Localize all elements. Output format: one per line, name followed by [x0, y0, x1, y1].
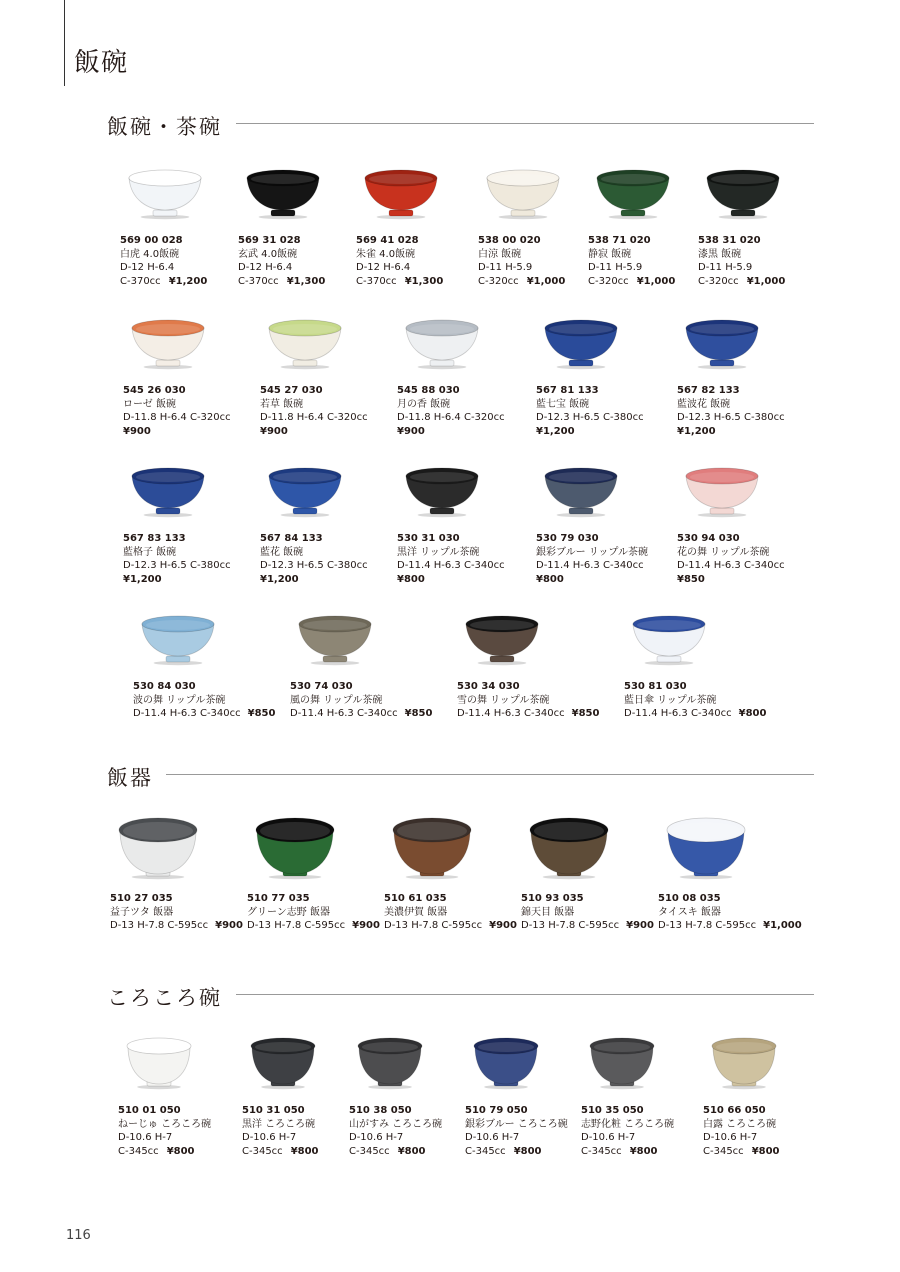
product-capacity: C-320cc	[478, 275, 519, 287]
product-item	[521, 808, 656, 932]
product-price: ¥1,000	[526, 275, 566, 287]
dims-price-line	[521, 919, 654, 933]
capacity-price-line	[242, 1145, 319, 1159]
product-name: 藍花 飯碗	[260, 546, 304, 558]
product-code: 569 00 028	[120, 235, 183, 246]
bowl-photo	[683, 458, 761, 518]
product-name: 花の舞 リップル茶碗	[677, 546, 770, 558]
product-code: 530 34 030	[457, 681, 520, 692]
product-info	[581, 1104, 674, 1158]
capacity-price-line	[120, 275, 207, 289]
capacity-price-line	[465, 1145, 568, 1159]
product-price: ¥850	[677, 573, 705, 585]
dims-price-line	[384, 919, 517, 933]
bowl-photo	[116, 808, 200, 880]
bowl-photo	[403, 310, 481, 370]
bowl-photo	[139, 606, 217, 666]
product-capacity: C-370cc	[356, 275, 397, 287]
product-code: 530 79 030	[536, 533, 599, 544]
bowl-photo	[124, 1028, 194, 1090]
product-info	[242, 1104, 319, 1158]
product-dimensions: D-12 H-6.4	[238, 262, 293, 274]
product-dimensions: D-11.8 H-6.4 C-320cc	[123, 412, 231, 424]
product-info	[290, 680, 432, 721]
product-info	[478, 234, 565, 288]
product-info	[260, 532, 368, 586]
product-code: 510 61 035	[384, 893, 447, 904]
product-name: 白虎 4.0飯碗	[120, 248, 180, 260]
product-price: ¥800	[738, 708, 767, 720]
product-info	[658, 892, 802, 933]
product-dimensions: D-13 H-7.8 C-595cc	[521, 920, 620, 932]
section-title-rice-vessels: 飯器	[107, 766, 153, 790]
dims-price-line	[658, 919, 802, 933]
product-item	[247, 808, 382, 932]
product-capacity: C-320cc	[698, 275, 739, 287]
product-price: ¥1,300	[404, 275, 444, 287]
product-code: 510 27 035	[110, 893, 173, 904]
product-dimensions: D-12 H-6.4	[120, 262, 175, 274]
product-price: ¥800	[290, 1145, 319, 1157]
product-name: 白涼 飯碗	[478, 248, 522, 260]
bowl-photo	[704, 160, 782, 220]
product-dimensions: D-10.6 H-7	[118, 1132, 173, 1144]
product-code: 510 93 035	[521, 893, 584, 904]
dims-price-line	[457, 707, 599, 721]
bowl-photo	[594, 160, 672, 220]
product-capacity: C-345cc	[349, 1145, 390, 1157]
product-item	[677, 458, 812, 585]
bowl-photo	[471, 1028, 541, 1090]
product-price: ¥900	[397, 425, 425, 437]
product-info	[120, 234, 207, 288]
product-info	[521, 892, 654, 933]
product-capacity: C-345cc	[118, 1145, 159, 1157]
bowl-photo	[253, 808, 337, 880]
product-price: ¥900	[626, 920, 654, 932]
product-price: ¥800	[166, 1145, 195, 1157]
product-info	[457, 680, 599, 721]
product-code: 510 66 050	[703, 1105, 766, 1116]
product-info	[677, 532, 785, 586]
product-code: 510 31 050	[242, 1105, 305, 1116]
product-name: 銀彩ブルー ころころ碗	[465, 1118, 568, 1130]
product-info	[703, 1104, 780, 1158]
product-name: 藍日傘 リップル茶碗	[624, 694, 717, 706]
product-price: ¥1,300	[286, 275, 326, 287]
product-info	[133, 680, 275, 721]
product-price: ¥900	[123, 425, 151, 437]
section-title-rice-bowls: 飯碗・茶碗	[107, 115, 222, 139]
product-price: ¥800	[513, 1145, 542, 1157]
product-price: ¥850	[404, 708, 433, 720]
section-rule	[166, 774, 814, 775]
bowl-photo	[484, 160, 562, 220]
product-name: 朱雀 4.0飯碗	[356, 248, 416, 260]
product-item	[118, 1028, 253, 1157]
product-item	[133, 606, 276, 720]
product-dimensions: D-13 H-7.8 C-595cc	[658, 920, 757, 932]
product-code: 545 26 030	[123, 385, 186, 396]
product-capacity: C-345cc	[242, 1145, 283, 1157]
product-info	[260, 384, 368, 438]
product-price: ¥850	[247, 708, 276, 720]
product-item	[356, 160, 491, 287]
product-info	[247, 892, 380, 933]
bowl-photo	[527, 808, 611, 880]
product-name: 錦天目 飯器	[521, 906, 575, 918]
product-dimensions: D-11.8 H-6.4 C-320cc	[260, 412, 368, 424]
product-info	[123, 384, 231, 438]
product-dimensions: D-11 H-5.9	[588, 262, 643, 274]
product-info	[698, 234, 785, 288]
product-info	[397, 532, 505, 586]
bowl-photo	[129, 310, 207, 370]
product-price: ¥800	[397, 1145, 426, 1157]
product-code: 510 35 050	[581, 1105, 644, 1116]
product-info	[536, 384, 644, 438]
product-info	[110, 892, 243, 933]
product-info	[238, 234, 325, 288]
product-dimensions: D-10.6 H-7	[349, 1132, 404, 1144]
capacity-price-line	[703, 1145, 780, 1159]
product-dimensions: D-12 H-6.4	[356, 262, 411, 274]
product-dimensions: D-12.3 H-6.5 C-380cc	[260, 560, 368, 572]
product-dimensions: D-11.4 H-6.3 C-340cc	[624, 708, 732, 720]
bowl-photo	[129, 458, 207, 518]
bowl-photo	[683, 310, 761, 370]
product-dimensions: D-10.6 H-7	[581, 1132, 636, 1144]
product-code: 530 84 030	[133, 681, 196, 692]
product-dimensions: D-11 H-5.9	[478, 262, 533, 274]
bowl-photo	[390, 808, 474, 880]
bowl-photo	[266, 458, 344, 518]
product-price: ¥800	[751, 1145, 780, 1157]
product-code: 538 71 020	[588, 235, 651, 246]
page-number: 116	[66, 1228, 91, 1243]
product-code: 538 00 020	[478, 235, 541, 246]
product-code: 510 79 050	[465, 1105, 528, 1116]
capacity-price-line	[698, 275, 785, 289]
product-dimensions: D-12.3 H-6.5 C-380cc	[677, 412, 785, 424]
product-price: ¥800	[536, 573, 564, 585]
product-name: 藍格子 飯碗	[123, 546, 177, 558]
product-price: ¥1,200	[260, 573, 299, 585]
product-code: 569 31 028	[238, 235, 301, 246]
product-dimensions: D-11.4 H-6.3 C-340cc	[457, 708, 565, 720]
product-code: 545 88 030	[397, 385, 460, 396]
capacity-price-line	[118, 1145, 211, 1159]
product-name: 白露 ころころ碗	[703, 1118, 777, 1130]
product-dimensions: D-11.4 H-6.3 C-340cc	[677, 560, 785, 572]
product-capacity: C-345cc	[703, 1145, 744, 1157]
bowl-photo	[296, 606, 374, 666]
product-item	[120, 160, 255, 287]
capacity-price-line	[238, 275, 325, 289]
product-name: 風の舞 リップル茶碗	[290, 694, 383, 706]
product-name: 玄武 4.0飯碗	[238, 248, 298, 260]
dims-price-line	[133, 707, 275, 721]
product-code: 567 83 133	[123, 533, 186, 544]
product-code: 530 31 030	[397, 533, 460, 544]
product-info	[397, 384, 505, 438]
product-price: ¥800	[629, 1145, 658, 1157]
product-info	[536, 532, 648, 586]
product-name: 志野化粧 ころころ碗	[581, 1118, 675, 1130]
product-dimensions: D-11.4 H-6.3 C-340cc	[133, 708, 241, 720]
product-item	[698, 160, 833, 287]
product-code: 530 74 030	[290, 681, 353, 692]
product-price: ¥1,200	[677, 425, 716, 437]
bowl-photo	[542, 458, 620, 518]
product-dimensions: D-11.4 H-6.3 C-340cc	[290, 708, 398, 720]
product-item	[384, 808, 519, 932]
bowl-photo	[542, 310, 620, 370]
product-item	[260, 458, 395, 585]
product-item	[290, 606, 433, 720]
product-code: 530 94 030	[677, 533, 740, 544]
product-item	[536, 458, 671, 585]
product-name: ねーじゅ ころころ碗	[118, 1118, 212, 1130]
product-info	[356, 234, 443, 288]
product-dimensions: D-12.3 H-6.5 C-380cc	[123, 560, 231, 572]
product-name: 藍波花 飯碗	[677, 398, 731, 410]
product-code: 567 82 133	[677, 385, 740, 396]
product-item	[397, 458, 532, 585]
product-dimensions: D-13 H-7.8 C-595cc	[384, 920, 483, 932]
product-price: ¥900	[215, 920, 243, 932]
dims-price-line	[247, 919, 380, 933]
product-name: 黒洋 リップル茶碗	[397, 546, 480, 558]
bowl-photo	[709, 1028, 779, 1090]
product-dimensions: D-10.6 H-7	[703, 1132, 758, 1144]
product-code: 538 31 020	[698, 235, 761, 246]
bowl-photo	[362, 160, 440, 220]
product-price: ¥1,000	[763, 920, 802, 932]
product-item	[110, 808, 245, 932]
product-item	[658, 808, 802, 932]
product-dimensions: D-13 H-7.8 C-595cc	[110, 920, 209, 932]
product-dimensions: D-10.6 H-7	[465, 1132, 520, 1144]
product-item	[260, 310, 395, 437]
product-price: ¥1,000	[746, 275, 786, 287]
product-code: 510 01 050	[118, 1105, 181, 1116]
capacity-price-line	[581, 1145, 674, 1159]
bowl-photo	[463, 606, 541, 666]
product-name: 山がすみ ころころ碗	[349, 1118, 443, 1130]
product-price: ¥1,200	[123, 573, 162, 585]
section-rule	[236, 123, 814, 124]
product-code: 530 81 030	[624, 681, 687, 692]
product-price: ¥1,200	[536, 425, 575, 437]
product-capacity: C-320cc	[588, 275, 629, 287]
product-price: ¥900	[352, 920, 380, 932]
product-code: 569 41 028	[356, 235, 419, 246]
bowl-photo	[266, 310, 344, 370]
dims-price-line	[110, 919, 243, 933]
product-item	[349, 1028, 484, 1157]
capacity-price-line	[588, 275, 675, 289]
capacity-price-line	[349, 1145, 442, 1159]
product-dimensions: D-10.6 H-7	[242, 1132, 297, 1144]
capacity-price-line	[356, 275, 443, 289]
product-name: 静寂 飯碗	[588, 248, 632, 260]
product-capacity: C-370cc	[120, 275, 161, 287]
product-info	[118, 1104, 211, 1158]
product-price: ¥850	[571, 708, 600, 720]
bowl-photo	[630, 606, 708, 666]
product-dimensions: D-11.8 H-6.4 C-320cc	[397, 412, 505, 424]
product-code: 567 81 133	[536, 385, 599, 396]
product-dimensions: D-11.4 H-6.3 C-340cc	[536, 560, 644, 572]
product-price: ¥900	[489, 920, 517, 932]
product-item	[581, 1028, 716, 1157]
product-code: 510 38 050	[349, 1105, 412, 1116]
product-item	[703, 1028, 838, 1157]
product-price: ¥1,000	[636, 275, 676, 287]
product-item	[123, 310, 258, 437]
product-item	[123, 458, 258, 585]
header-rule	[64, 0, 65, 86]
product-name: 雪の舞 リップル茶碗	[457, 694, 550, 706]
product-name: 若草 飯碗	[260, 398, 304, 410]
product-name: 波の舞 リップル茶碗	[133, 694, 226, 706]
bowl-photo	[248, 1028, 318, 1090]
product-info	[123, 532, 231, 586]
product-price: ¥900	[260, 425, 288, 437]
product-name: 月の香 飯碗	[397, 398, 451, 410]
product-info	[465, 1104, 568, 1158]
product-name: グリーン志野 飯器	[247, 906, 330, 918]
product-item	[677, 310, 812, 437]
product-code: 510 08 035	[658, 893, 721, 904]
product-price: ¥1,200	[168, 275, 208, 287]
product-dimensions: D-11.4 H-6.3 C-340cc	[397, 560, 505, 572]
product-capacity: C-345cc	[581, 1145, 622, 1157]
bowl-photo	[403, 458, 481, 518]
product-info	[588, 234, 675, 288]
product-name: 黒洋 ころころ碗	[242, 1118, 316, 1130]
product-name: 漆黒 飯碗	[698, 248, 742, 260]
product-name: ローゼ 飯碗	[123, 398, 176, 410]
product-dimensions: D-12.3 H-6.5 C-380cc	[536, 412, 644, 424]
product-info	[677, 384, 785, 438]
product-info	[384, 892, 517, 933]
product-name: 美濃伊賀 飯器	[384, 906, 448, 918]
bowl-photo	[587, 1028, 657, 1090]
section-title-korokoro: ころころ碗	[107, 986, 222, 1010]
product-dimensions: D-11 H-5.9	[698, 262, 753, 274]
product-capacity: C-345cc	[465, 1145, 506, 1157]
bowl-photo	[126, 160, 204, 220]
product-name: 藍七宝 飯碗	[536, 398, 590, 410]
bowl-photo	[244, 160, 322, 220]
product-code: 545 27 030	[260, 385, 323, 396]
product-name: 益子ツタ 飯器	[110, 906, 174, 918]
product-item	[624, 606, 767, 720]
product-item	[397, 310, 532, 437]
product-item	[465, 1028, 600, 1157]
product-code: 510 77 035	[247, 893, 310, 904]
capacity-price-line	[478, 275, 565, 289]
bowl-photo	[664, 808, 748, 880]
product-name: 銀彩ブルー リップル茶碗	[536, 546, 648, 558]
product-info	[349, 1104, 442, 1158]
product-dimensions: D-13 H-7.8 C-595cc	[247, 920, 346, 932]
product-capacity: C-370cc	[238, 275, 279, 287]
section-rule	[236, 994, 814, 995]
product-name: タイスキ 飯器	[658, 906, 721, 918]
product-item	[457, 606, 600, 720]
dims-price-line	[290, 707, 432, 721]
product-code: 567 84 133	[260, 533, 323, 544]
product-item	[536, 310, 671, 437]
product-price: ¥800	[397, 573, 425, 585]
bowl-photo	[355, 1028, 425, 1090]
product-item	[238, 160, 373, 287]
page-title: 飯碗	[74, 48, 129, 78]
product-info	[624, 680, 766, 721]
dims-price-line	[624, 707, 766, 721]
